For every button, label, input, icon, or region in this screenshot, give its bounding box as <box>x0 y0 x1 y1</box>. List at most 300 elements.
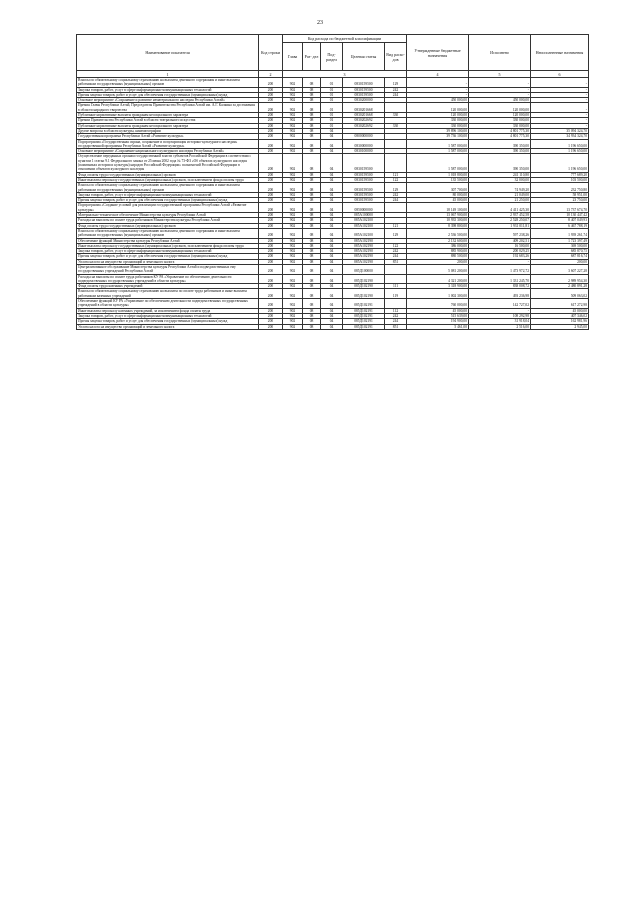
cell-unexecuted: - <box>531 103 589 113</box>
column-number-5: 5 <box>469 71 531 78</box>
cell-unexecuted: 23 750,00 <box>531 198 589 203</box>
cell-executed: 4 801 775,30 <box>469 128 531 133</box>
cell-podrazdel: 04 <box>321 243 343 248</box>
cell-podrazdel: 04 <box>321 274 343 284</box>
header-row-code: Код строки <box>259 35 283 71</box>
cell-vid <box>385 264 407 274</box>
cell-glava: 902 <box>283 123 303 128</box>
cell-row-code: 200 <box>259 192 283 197</box>
cell-glava: 902 <box>283 172 303 177</box>
cell-glava: 902 <box>283 98 303 103</box>
cell-razdel: 08 <box>303 274 321 284</box>
table-row <box>77 203 589 213</box>
cell-approved: 1 587 000,00 <box>407 149 469 154</box>
cell-glava: 902 <box>283 149 303 154</box>
cell-podrazdel: 04 <box>321 289 343 299</box>
cell-name: Основное мероприятие «Сохранение и развитие нематериального наследия Республики Алтай» <box>77 98 259 103</box>
cell-article: 0830201668 <box>343 103 385 113</box>
cell-article: 0830159500 <box>343 198 385 203</box>
cell-name: Публичные нормативные выплаты гражданам несоциального характера <box>77 113 259 118</box>
cell-glava: 902 <box>283 274 303 284</box>
cell-unexecuted: 2 480 891,28 <box>531 284 589 289</box>
cell-article: 0830159500 <box>343 177 385 182</box>
cell-approved: - <box>407 78 469 88</box>
cell-glava: 902 <box>283 103 303 113</box>
cell-razdel: 08 <box>303 228 321 238</box>
cell-podrazdel: 04 <box>321 218 343 223</box>
cell-vid: 242 <box>385 249 407 254</box>
cell-approved: 760 000,00 <box>407 299 469 309</box>
cell-podrazdel: 01 <box>321 113 343 118</box>
cell-glava: 902 <box>283 313 303 318</box>
cell-vid: 851 <box>385 259 407 264</box>
cell-article: 0830159500 <box>343 183 385 193</box>
cell-name: Иные выплаты персоналу казенных учреждений, за исключением фонда оплаты труда <box>77 308 259 313</box>
cell-row-code: 200 <box>259 308 283 313</box>
cell-vid: 129 <box>385 228 407 238</box>
cell-razdel: 08 <box>303 177 321 182</box>
cell-glava: 902 <box>283 243 303 248</box>
cell-razdel: 08 <box>303 259 321 264</box>
cell-name: Прочая закупка товаров, работ и услуг для обеспечения государственных (муниципальных) нужд <box>77 198 259 203</box>
cell-unexecuted: 2 989 954,30 <box>531 274 589 284</box>
cell-name: Фонд оплаты труда казенных учреждений <box>77 284 259 289</box>
cell-article: 0830202692 <box>343 123 385 128</box>
cell-article: 085А102190 <box>343 254 385 259</box>
cell-name: Прочая закупка товаров, работ и услуг для обеспечения государственных (муниципальных) нужд <box>77 319 259 324</box>
cell-unexecuted: - <box>531 92 589 97</box>
cell-article: 085Д102191 <box>343 324 385 329</box>
table-row <box>77 213 589 218</box>
cell-glava: 902 <box>283 228 303 238</box>
cell-podrazdel: 04 <box>321 183 343 193</box>
cell-vid: 244 <box>385 319 407 324</box>
cell-row-code: 200 <box>259 78 283 88</box>
cell-glava: 902 <box>283 284 303 289</box>
cell-unexecuted: 1 196 650,00 <box>531 154 589 172</box>
cell-approved: 2 132 600,00 <box>407 238 469 243</box>
cell-row-code: 200 <box>259 243 283 248</box>
cell-unexecuted: 2 945,00 <box>531 324 589 329</box>
cell-razdel: 08 <box>303 243 321 248</box>
cell-executed: 838 008,72 <box>469 284 531 289</box>
cell-vid: 122 <box>385 177 407 182</box>
cell-glava: 902 <box>283 324 303 329</box>
cell-name: Материально-техническое обеспечение Министерства культуры Республики Алтай <box>77 213 259 218</box>
cell-approved: 450 000,00 <box>407 98 469 103</box>
cell-approved: 10 935 300,00 <box>407 218 469 223</box>
cell-glava: 902 <box>283 299 303 309</box>
cell-vid: 121 <box>385 223 407 228</box>
cell-name: Осуществление переданных органам государственной власти субъектов Российской Федерации в соответствии с пунктом 1 статьи 9.1 Федерального закона от 25 июня 2002 года № 73-ФЗ «Об объектах культурного наследия (памятниках истории и культуры) народов Российской Федерации» полномочий Российской Федерации в отношении объектов культурного наследия <box>77 154 259 172</box>
cell-razdel: 08 <box>303 192 321 197</box>
cell-article: 085А102190 <box>343 249 385 254</box>
cell-executed: 4 411 425,30 <box>469 203 531 213</box>
cell-razdel: 08 <box>303 313 321 318</box>
cell-name: Основное мероприятие «Сохранение национального культурного наследия Республики Алтай» <box>77 149 259 154</box>
cell-row-code: 200 <box>259 103 283 113</box>
cell-name: Фонд оплаты труда государственных (муниципальных) органов <box>77 172 259 177</box>
cell-razdel: 08 <box>303 203 321 213</box>
cell-row-code: 200 <box>259 203 283 213</box>
cell-approved: 1 587 000,00 <box>407 154 469 172</box>
cell-row-code: 200 <box>259 324 283 329</box>
cell-executed: - <box>469 78 531 88</box>
cell-name: Расходы на выплаты по оплате труда работников КУ РА «Управление по обеспечению деятельности подведомственных государственных учреждений в области культуры» <box>77 274 259 284</box>
header-glava: Глава <box>283 43 303 71</box>
table-body <box>77 78 589 330</box>
cell-glava: 902 <box>283 177 303 182</box>
cell-approved: 880 500,00 <box>407 254 469 259</box>
cell-name: Государственная программа Республики Алтай «Развитие культуры» <box>77 134 259 139</box>
cell-approved: 885 900,00 <box>407 249 469 254</box>
cell-podrazdel: 04 <box>321 284 343 289</box>
cell-vid <box>385 274 407 284</box>
table-row <box>77 128 589 133</box>
cell-row-code: 200 <box>259 274 283 284</box>
cell-row-code: 200 <box>259 149 283 154</box>
cell-approved: 330 000,00 <box>407 118 469 123</box>
cell-unexecuted: 35 094 324,70 <box>531 128 589 133</box>
cell-unexecuted: 407 346,02 <box>531 313 589 318</box>
cell-unexecuted: 34 934 324,70 <box>531 134 589 139</box>
cell-podrazdel: 04 <box>321 259 343 264</box>
cell-vid: 851 <box>385 324 407 329</box>
cell-vid: 122 <box>385 243 407 248</box>
cell-unexecuted: 200,00 <box>531 259 589 264</box>
cell-article: 085А102190 <box>343 243 385 248</box>
cell-article: 0830159500 <box>343 92 385 97</box>
cell-row-code: 200 <box>259 228 283 238</box>
cell-razdel: 08 <box>303 172 321 177</box>
header-article: Целевая статья <box>343 43 385 71</box>
cell-approved: - <box>407 87 469 92</box>
cell-unexecuted: 687 816,74 <box>531 254 589 259</box>
cell-approved: - <box>407 92 469 97</box>
header-executed: Исполнено <box>469 35 531 71</box>
cell-name: Взносы по обязательному социальному страхованию на выплаты денежного содержания и иные выплаты работникам государственных (муниципальных) органов <box>77 183 259 193</box>
cell-vid <box>385 139 407 149</box>
cell-glava: 902 <box>283 264 303 274</box>
cell-podrazdel: 04 <box>321 198 343 203</box>
cell-vid: 244 <box>385 92 407 97</box>
cell-name: Централизованное обслуживание Министерства культуры Республики Алтай и подведомственных ему государственных учреждений Республики Алтай <box>77 264 259 274</box>
cell-approved: 80 000,00 <box>407 192 469 197</box>
cell-podrazdel: 04 <box>321 134 343 139</box>
cell-vid: 119 <box>385 289 407 299</box>
cell-approved: 386 000,00 <box>407 243 469 248</box>
cell-vid: 244 <box>385 198 407 203</box>
cell-podrazdel: 04 <box>321 308 343 313</box>
table-row <box>77 228 589 238</box>
cell-executed: 120 000,00 <box>469 103 531 113</box>
cell-razdel: 08 <box>303 123 321 128</box>
page-number: 23 <box>317 20 323 26</box>
cell-executed: 241 110,80 <box>469 172 531 177</box>
cell-executed: - <box>469 87 531 92</box>
cell-name: Взносы по обязательному социальному страхованию на выплаты по оплате труда работников и иные выплаты работникам казенных учреждений <box>77 289 259 299</box>
cell-razdel: 08 <box>303 103 321 113</box>
cell-executed: 2 516,00 <box>469 324 531 329</box>
cell-unexecuted: 6 467 788,19 <box>531 223 589 228</box>
cell-podrazdel: 04 <box>321 172 343 177</box>
cell-name: Закупка товаров, работ, услуг в сфере информационно-коммуникационных технологий <box>77 192 259 197</box>
cell-row-code: 200 <box>259 223 283 228</box>
cell-article: 0830159500 <box>343 172 385 177</box>
cell-glava: 902 <box>283 319 303 324</box>
cell-executed: 16 500,00 <box>469 243 531 248</box>
cell-executed: - <box>469 259 531 264</box>
cell-executed: 21 250,00 <box>469 198 531 203</box>
cell-glava: 902 <box>283 289 303 299</box>
cell-glava: 902 <box>283 154 303 172</box>
cell-razdel: 08 <box>303 87 321 92</box>
cell-article: 0830000000 <box>343 139 385 149</box>
cell-approved: 1 018 800,00 <box>407 172 469 177</box>
cell-executed: 32 000,00 <box>469 177 531 182</box>
column-number-1: 1 <box>77 71 259 78</box>
cell-podrazdel: 01 <box>321 92 343 97</box>
cell-vid: 129 <box>385 78 407 88</box>
cell-unexecuted: - <box>531 123 589 128</box>
cell-razdel: 08 <box>303 149 321 154</box>
cell-unexecuted: - <box>531 87 589 92</box>
cell-row-code: 200 <box>259 238 283 243</box>
cell-name: Премия Главы Республики Алтай, Председателя Правительства Республики Алтай им. А.Г. Калкина за достижения в области народного творчества <box>77 103 259 113</box>
cell-vid: 330 <box>385 123 407 128</box>
table-row <box>77 274 589 284</box>
cell-razdel: 08 <box>303 223 321 228</box>
cell-approved: 330 000,00 <box>407 123 469 128</box>
cell-approved: 135 500,00 <box>407 177 469 182</box>
cell-podrazdel: 04 <box>321 177 343 182</box>
cell-unexecuted: 13 737 674,70 <box>531 203 589 213</box>
table-row <box>77 264 589 274</box>
cell-name: Иные выплаты персоналу государственных (муниципальных) органов, за исключением фонда оплаты труда <box>77 243 259 248</box>
cell-article: 085А102100 <box>343 223 385 228</box>
cell-executed: 390 350,00 <box>469 154 531 172</box>
header-vid: Вид расхо- дов <box>385 43 407 71</box>
cell-vid: 244 <box>385 254 407 259</box>
cell-unexecuted: 1 196 650,00 <box>531 149 589 154</box>
cell-razdel: 08 <box>303 134 321 139</box>
cell-podrazdel: 04 <box>321 128 343 133</box>
cell-podrazdel: 04 <box>321 223 343 228</box>
cell-name: Обеспечение функций КУ РА «Управление по обеспечению деятельности подведомственных государственных учреждений в области культуры» <box>77 299 259 309</box>
cell-vid: 242 <box>385 87 407 92</box>
table-row <box>77 154 589 172</box>
cell-executed: 1 473 972,72 <box>469 264 531 274</box>
cell-approved: 5 081 200,00 <box>407 264 469 274</box>
cell-podrazdel: 04 <box>321 149 343 154</box>
cell-row-code: 200 <box>259 249 283 254</box>
cell-approved: 8 398 800,00 <box>407 223 469 228</box>
cell-razdel: 08 <box>303 249 321 254</box>
cell-approved: 194 900,00 <box>407 319 469 324</box>
cell-glava: 902 <box>283 87 303 92</box>
cell-glava: 902 <box>283 78 303 88</box>
cell-executed: 31 918,04 <box>469 319 531 324</box>
header-razdel: Раз- дел <box>303 43 321 71</box>
cell-row-code: 200 <box>259 319 283 324</box>
cell-razdel: 08 <box>303 154 321 172</box>
cell-row-code: 200 <box>259 264 283 274</box>
cell-razdel: 08 <box>303 78 321 88</box>
cell-article: 0800000000 <box>343 134 385 139</box>
cell-article: 085Д102191 <box>343 308 385 313</box>
cell-unexecuted: 3 607 227,28 <box>531 264 589 274</box>
cell-name: Уплата налога на имущество организаций и земельного налога <box>77 324 259 329</box>
cell-razdel: 08 <box>303 319 321 324</box>
cell-name: Закупка товаров, работ, услуг в сфере информационно-коммуникационных технологий <box>77 249 259 254</box>
cell-glava: 902 <box>283 92 303 97</box>
cell-razdel: 08 <box>303 238 321 243</box>
cell-executed: 1 931 011,81 <box>469 223 531 228</box>
cell-row-code: 200 <box>259 254 283 259</box>
table-row <box>77 78 589 88</box>
cell-row-code: 200 <box>259 128 283 133</box>
cell-podrazdel: 04 <box>321 324 343 329</box>
cell-glava: 902 <box>283 218 303 223</box>
cell-article: 085Д102191 <box>343 313 385 318</box>
table-row <box>77 134 589 139</box>
cell-executed: 200 029,25 <box>469 249 531 254</box>
cell-article: 0830159500 <box>343 87 385 92</box>
cell-name: Расходы на выплаты по оплате труда работников Министерства культуры Республики Алтай <box>77 218 259 223</box>
cell-name: Премии Правительства Республики Алтай в области театрального искусства <box>77 118 259 123</box>
cell-vid <box>385 154 407 172</box>
cell-executed: 120 000,00 <box>469 113 531 118</box>
cell-glava: 902 <box>283 198 303 203</box>
cell-glava: 902 <box>283 183 303 193</box>
cell-name: Прочая закупка товаров, работ и услуг для обеспечения государственных (муниципальных) нужд <box>77 254 259 259</box>
cell-name: Прочая закупка товаров, работ и услуг для обеспечения государственных (муниципальных) нужд <box>77 92 259 97</box>
cell-executed: 330 000,00 <box>469 118 531 123</box>
cell-podrazdel: 01 <box>321 123 343 128</box>
cell-razdel: 08 <box>303 183 321 193</box>
cell-executed: 142 727,02 <box>469 299 531 309</box>
cell-name: Уплата налога на имущество организаций и земельного налога <box>77 259 259 264</box>
cell-executed: - <box>469 92 531 97</box>
cell-approved: 120 000,00 <box>407 113 469 118</box>
cell-row-code: 200 <box>259 139 283 149</box>
cell-podrazdel: 01 <box>321 118 343 123</box>
cell-glava: 902 <box>283 134 303 139</box>
cell-glava: 902 <box>283 128 303 133</box>
cell-name: Подпрограмма «Государственная охрана, сохранение и популяризация историко-культурного наследия» государственной программы Республики Алтай «Развитие культуры» <box>77 139 259 149</box>
cell-unexecuted: 232 750,80 <box>531 183 589 193</box>
cell-approved: 18 149 100,00 <box>407 203 469 213</box>
table-row <box>77 218 589 223</box>
cell-article: 085Д102190 <box>343 284 385 289</box>
cell-unexecuted: 685 870,75 <box>531 249 589 254</box>
cell-glava: 902 <box>283 238 303 243</box>
cell-article: 0830159500 <box>343 192 385 197</box>
cell-executed: 1 331 245,70 <box>469 274 531 284</box>
column-number-3: 3 <box>283 71 407 78</box>
header-classification: Код расхода по бюджетной классификации <box>283 35 407 43</box>
column-number-4: 4 <box>407 71 469 78</box>
cell-article: 085А102100 <box>343 228 385 238</box>
cell-razdel: 08 <box>303 118 321 123</box>
cell-name: Фонд оплаты труда государственных (муниципальных) органов <box>77 223 259 228</box>
cell-article: 0830202692 <box>343 118 385 123</box>
cell-podrazdel: 04 <box>321 254 343 259</box>
header-name: Наименование показателя <box>77 35 259 71</box>
cell-article: 085А102190 <box>343 238 385 243</box>
cell-article: 085Д102191 <box>343 299 385 309</box>
cell-unexecuted: 8 407 049,93 <box>531 218 589 223</box>
cell-approved: 5 461,00 <box>407 324 469 329</box>
cell-razdel: 08 <box>303 113 321 118</box>
table-row <box>77 223 589 228</box>
cell-executed: 390 350,00 <box>469 139 531 149</box>
cell-executed: 390 350,00 <box>469 149 531 154</box>
cell-podrazdel: 04 <box>321 313 343 318</box>
header-podrazdel: Под- раздел <box>321 43 343 71</box>
cell-row-code: 200 <box>259 313 283 318</box>
cell-row-code: 200 <box>259 98 283 103</box>
cell-name: Обеспечение функций Министерства культуры Республики Алтай <box>77 238 259 243</box>
cell-row-code: 200 <box>259 218 283 223</box>
cell-glava: 902 <box>283 254 303 259</box>
cell-glava: 902 <box>283 203 303 213</box>
cell-podrazdel: 04 <box>321 249 343 254</box>
cell-podrazdel: 04 <box>321 139 343 149</box>
cell-unexecuted: - <box>531 98 589 103</box>
cell-name: Закупка товаров, работ, услуг в сфере информационно-коммуникационных технологий <box>77 87 259 92</box>
cell-name: Взносы по обязательному социальному страхованию на выплаты денежного содержания и иные выплаты работникам государственных (муниципальных) органов <box>77 78 259 88</box>
cell-razdel: 08 <box>303 264 321 274</box>
cell-vid: 112 <box>385 308 407 313</box>
cell-article: 085А100000 <box>343 213 385 218</box>
cell-executed: 330 000,00 <box>469 123 531 128</box>
cell-razdel: 08 <box>303 254 321 259</box>
cell-razdel: 08 <box>303 92 321 97</box>
cell-article: 085А102100 <box>343 218 385 223</box>
cell-glava: 902 <box>283 223 303 228</box>
cell-executed: 108 292,98 <box>469 313 531 318</box>
cell-row-code: 200 <box>259 118 283 123</box>
cell-unexecuted: 58 951,00 <box>531 192 589 197</box>
cell-vid: 242 <box>385 313 407 318</box>
cell-razdel: 08 <box>303 299 321 309</box>
cell-unexecuted: 1 196 650,00 <box>531 139 589 149</box>
cell-row-code: 200 <box>259 213 283 218</box>
cell-glava: 902 <box>283 249 303 254</box>
cell-vid: 330 <box>385 113 407 118</box>
cell-razdel: 08 <box>303 289 321 299</box>
cell-podrazdel: 04 <box>321 154 343 172</box>
cell-approved: 39 736 100,00 <box>407 134 469 139</box>
cell-executed: 192 683,26 <box>469 254 531 259</box>
cell-unexecuted: 1 939 261,74 <box>531 228 589 238</box>
cell-approved: 307 700,00 <box>407 183 469 193</box>
cell-unexecuted: - <box>531 113 589 118</box>
table-row <box>77 139 589 149</box>
cell-row-code: 200 <box>259 87 283 92</box>
cell-unexecuted: 369 500,00 <box>531 243 589 248</box>
cell-row-code: 200 <box>259 134 283 139</box>
table-row <box>77 324 589 329</box>
table-row <box>77 183 589 193</box>
cell-razdel: 08 <box>303 308 321 313</box>
cell-row-code: 200 <box>259 113 283 118</box>
cell-article: 085Д102190 <box>343 274 385 284</box>
cell-executed: 409 202,51 <box>469 238 531 243</box>
cell-unexecuted: - <box>531 118 589 123</box>
cell-glava: 902 <box>283 118 303 123</box>
